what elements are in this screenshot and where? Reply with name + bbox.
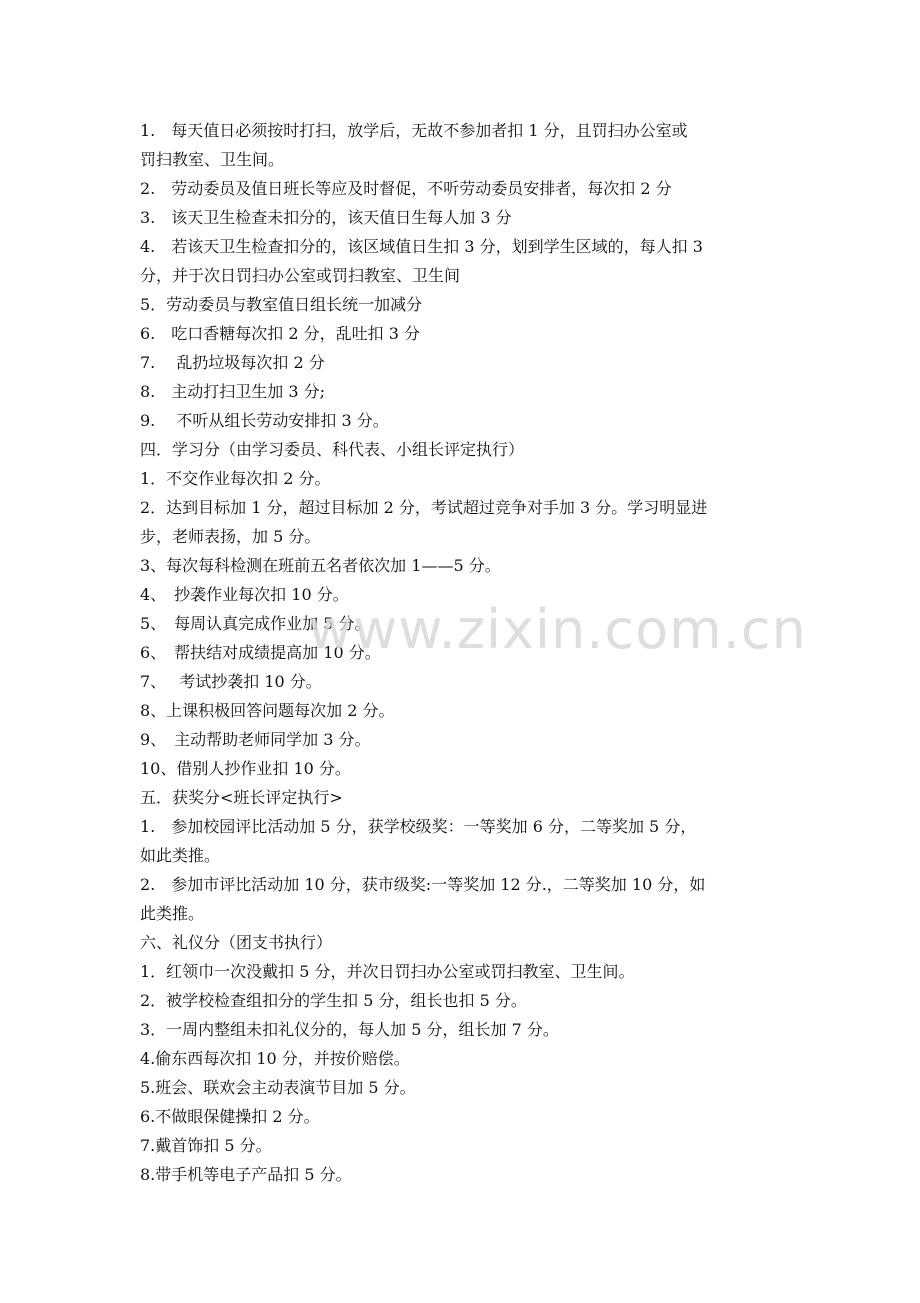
- watermark-text: www.zixin.com.cn: [308, 598, 807, 661]
- text-line: 4.偷东西每次扣 10 分，并按价赔偿。: [140, 1049, 410, 1068]
- text-line: 7. 乱扔垃圾每次扣 2 分: [140, 353, 325, 372]
- text-line: 3．一周内整组未扣礼仪分的，每人加 5 分，组长加 7 分。: [140, 1020, 559, 1039]
- text-line: 4、 抄袭作业每次扣 10 分。: [140, 585, 349, 604]
- text-line: 5．劳动委员与教室值日组长统一加减分: [140, 295, 423, 314]
- text-line: 步，老师表扬，加 5 分。: [140, 527, 321, 546]
- text-line: 1. 每天值日必须按时打扫，放学后，无故不参加者扣 1 分，且罚扫办公室或: [140, 121, 688, 140]
- text-line: 7、 考试抄袭扣 10 分。: [140, 672, 322, 691]
- text-line: 五．获奖分<班长评定执行>: [140, 788, 343, 807]
- text-line: 5、 每周认真完成作业加 5 分。: [140, 614, 371, 633]
- text-line: 分，并于次日罚扫办公室或罚扫教室、卫生间: [140, 266, 461, 285]
- text-line: 7.戴首饰扣 5 分。: [140, 1136, 272, 1155]
- text-line: 四．学习分（由学习委员、科代表、小组长评定执行）: [140, 440, 525, 459]
- text-line: 此类推。: [140, 904, 205, 923]
- text-line: 8、上课积极回答问题每次加 2 分。: [140, 701, 395, 720]
- text-line: 10、借别人抄作业扣 10 分。: [140, 759, 351, 778]
- text-line: 1. 参加校园评比活动加 5 分，获学校级奖：一等奖加 6 分，二等奖加 5 分，: [140, 817, 697, 836]
- text-line: 8. 主动打扫卫生加 3 分;: [140, 382, 326, 401]
- text-line: 2. 参加市评比活动加 10 分，获市级奖:一等奖加 12 分.，二等奖加 10 分，如: [140, 875, 706, 894]
- text-line: 罚扫教室、卫生间。: [140, 150, 285, 169]
- text-line: 5.班会、联欢会主动表演节目加 5 分。: [140, 1078, 416, 1097]
- text-line: 6. 吃口香糖每次扣 2 分，乱吐扣 3 分: [140, 324, 420, 343]
- text-line: 9、 主动帮助老师同学加 3 分。: [140, 730, 371, 749]
- text-line: 2．达到目标加 1 分，超过目标加 2 分，考试超过竞争对手加 3 分。学习明显进: [140, 498, 708, 517]
- text-line: 六、礼仪分（团支书执行）: [140, 933, 333, 952]
- text-line: 1．红领巾一次没戴扣 5 分，并次日罚扫办公室或罚扫教室、卫生间。: [140, 962, 635, 981]
- text-line: 3. 该天卫生检查未扣分的，该天值日生每人加 3 分: [140, 208, 512, 227]
- text-line: 4. 若该天卫生检查扣分的，该区域值日生扣 3 分，划到学生区域的，每人扣 3: [140, 237, 703, 256]
- text-line: 3、每次每科检测在班前五名者依次加 1——5 分。: [140, 556, 501, 575]
- text-line: 2．被学校检查组扣分的学生扣 5 分，组长也扣 5 分。: [140, 991, 527, 1010]
- text-line: 如此类推。: [140, 846, 221, 865]
- text-line: 6.不做眼保健操扣 2 分。: [140, 1107, 320, 1126]
- text-line: 8.带手机等电子产品扣 5 分。: [140, 1165, 352, 1184]
- text-line: 6、 帮扶结对成绩提高加 10 分。: [140, 643, 381, 662]
- text-line: 1．不交作业每次扣 2 分。: [140, 469, 331, 488]
- text-line: 9. 不听从组长劳动安排扣 3 分。: [140, 411, 389, 430]
- text-line: 2. 劳动委员及值日班长等应及时督促，不听劳动委员安排者，每次扣 2 分: [140, 179, 672, 198]
